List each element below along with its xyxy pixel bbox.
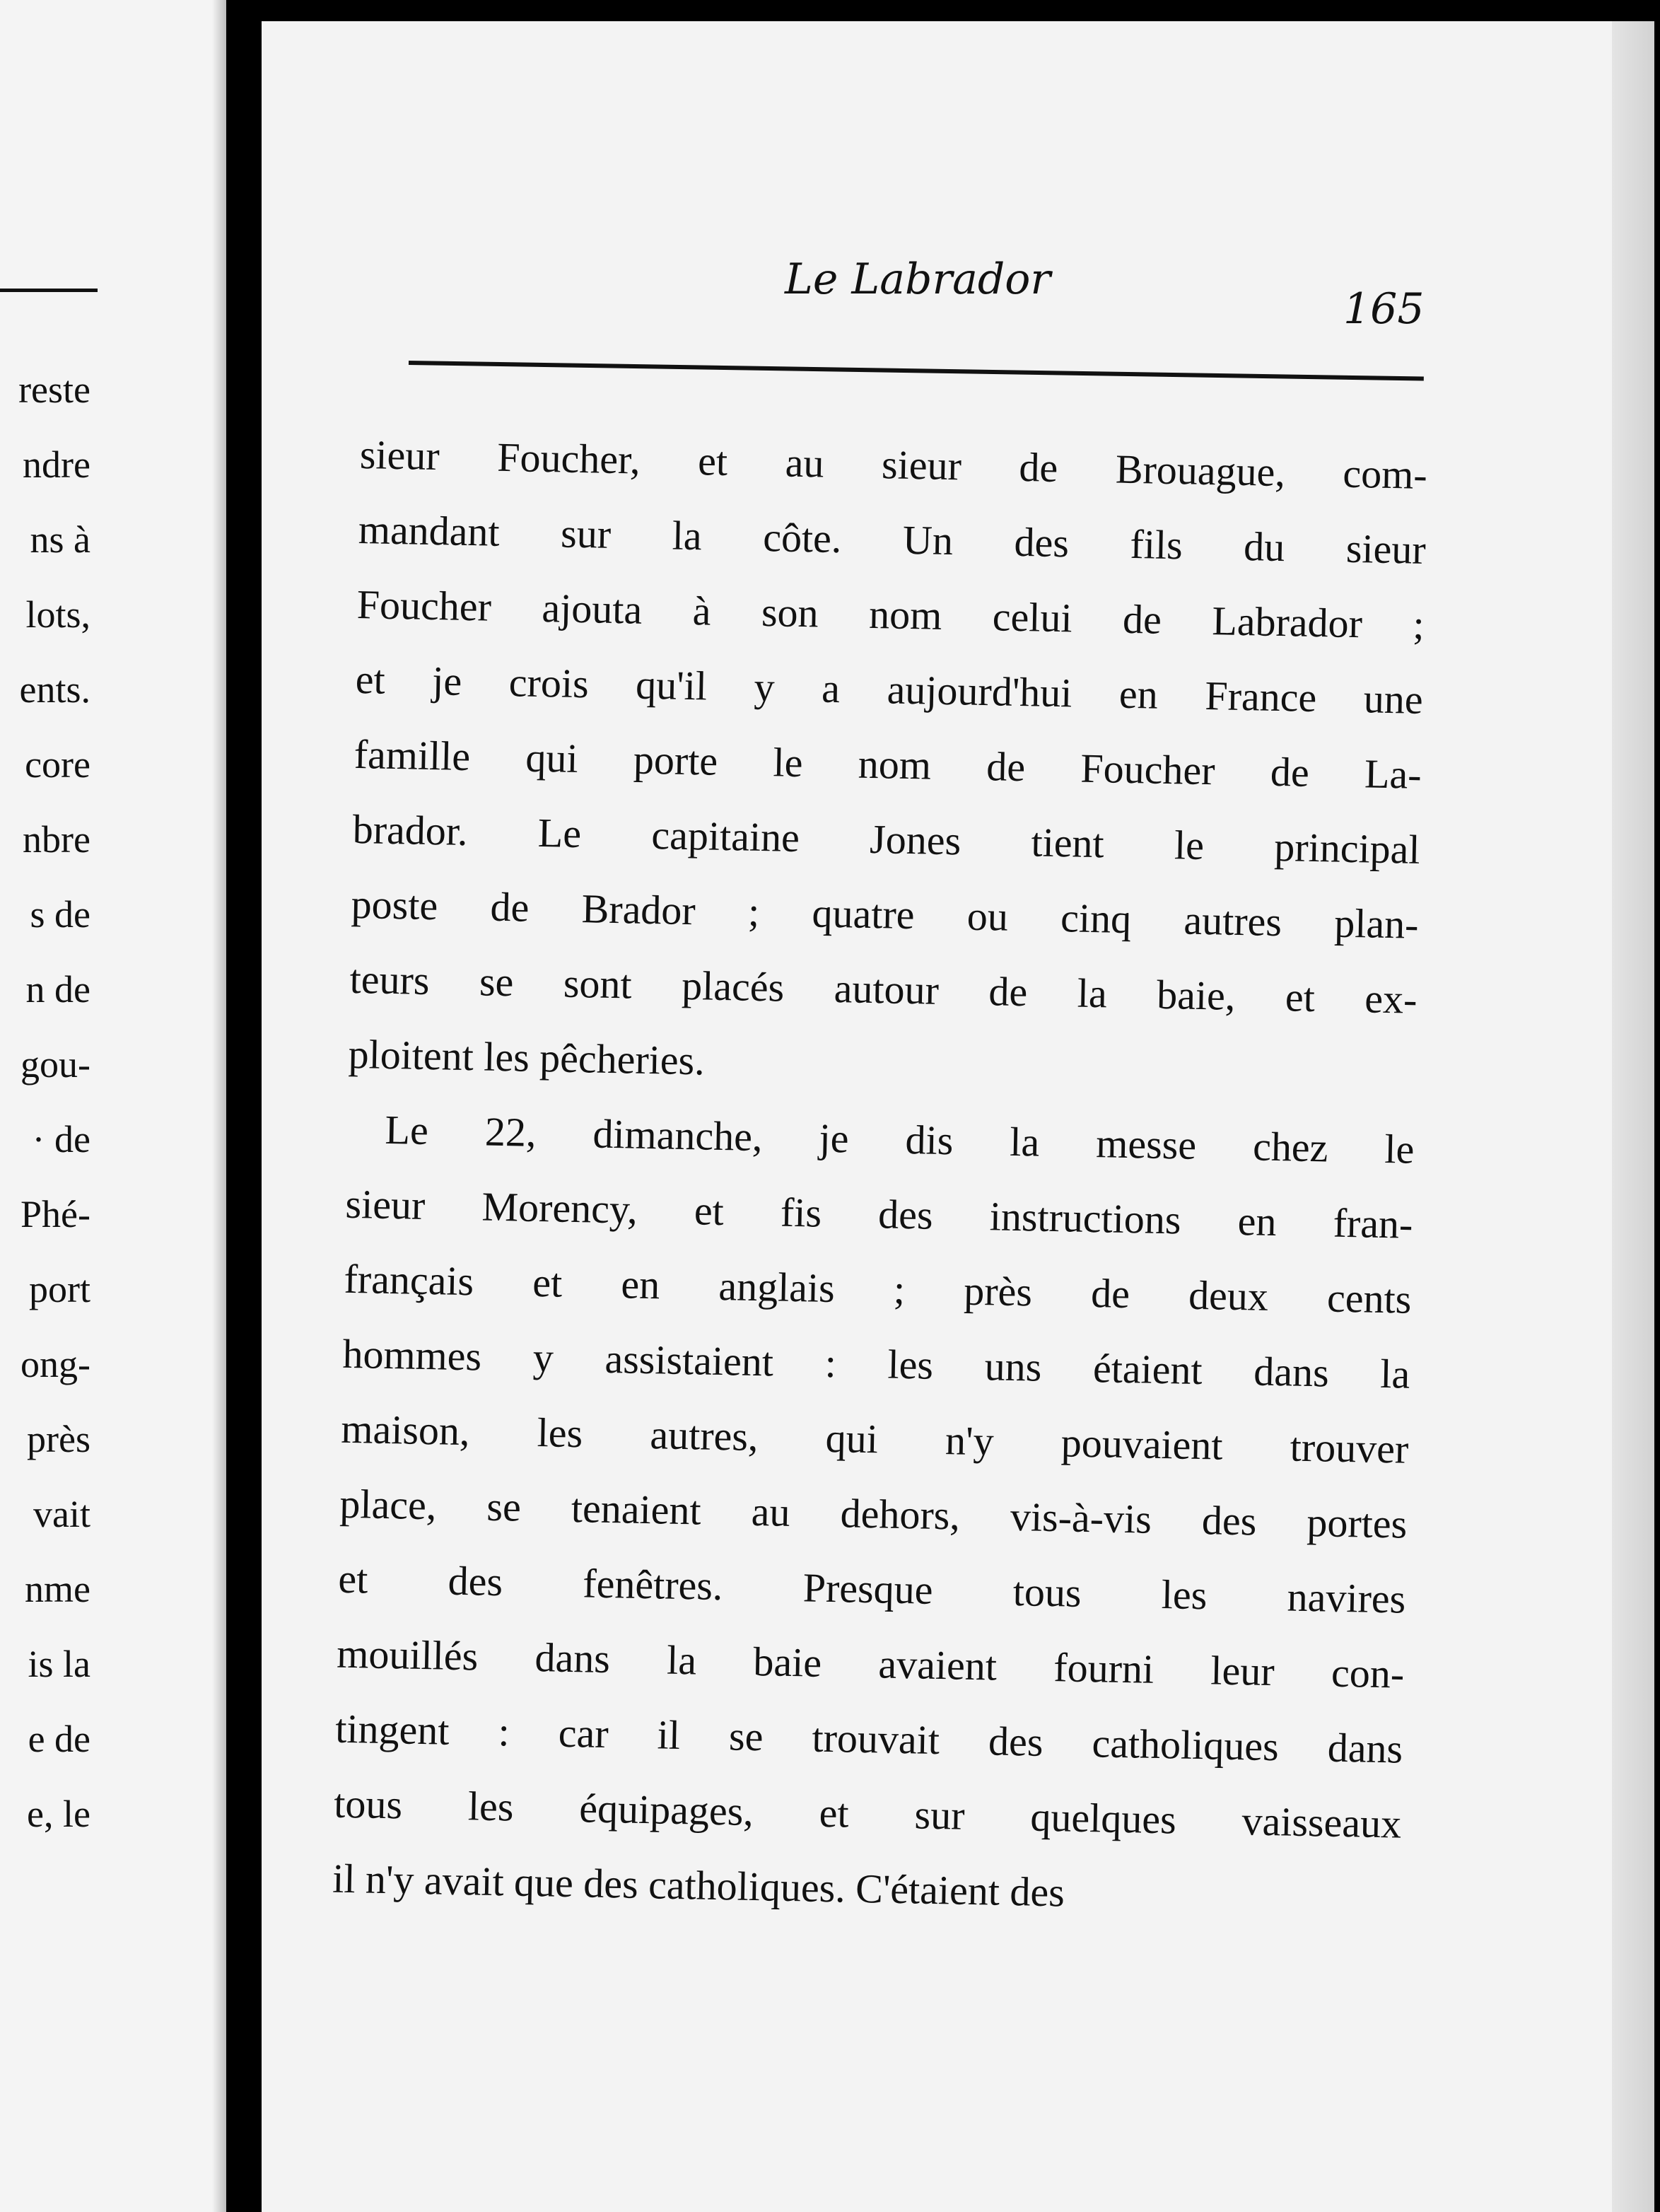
facing-page-line: ndre	[23, 443, 90, 486]
text-line: Le 22, dimanche, je dis la messe chez le	[385, 1106, 1415, 1172]
paragraph	[348, 417, 1428, 1112]
facing-page-line: gou-	[21, 1043, 90, 1085]
facing-page-line: s de	[30, 893, 90, 936]
gutter-shadow	[212, 0, 226, 2212]
text-line: et des fenêtres. Presque tous les navires	[337, 1555, 1406, 1622]
text-line: tous les équipages, et sur quelques vaisseaux	[333, 1780, 1402, 1847]
running-title: Le Labrador	[785, 255, 1051, 304]
facing-page-line: core	[25, 743, 90, 786]
facing-page-line: ns à	[30, 518, 90, 561]
facing-page-line: Phé-	[21, 1193, 90, 1235]
text-line: et je crois qu'il y a aujourd'hui en France une	[355, 656, 1424, 723]
facing-page-rule	[0, 289, 98, 292]
text-line: Foucher ajouta à son nom celui de Labrador ;	[356, 581, 1425, 648]
text-line: brador. Le capitaine Jones tient le principal	[352, 805, 1421, 873]
facing-page-text	[18, 352, 90, 1851]
facing-page-line: e de	[28, 1718, 90, 1760]
facing-page-line: près	[27, 1418, 90, 1460]
text-line: mandant sur la côte. Un des fils du sieur	[358, 506, 1427, 573]
text-line: maison, les autres, qui n'y pouvaient trouver	[340, 1405, 1409, 1472]
facing-page-line: e, le	[27, 1793, 90, 1835]
body-text	[332, 417, 1427, 1937]
text-line: hommes y assistaient : les uns étaient dans la	[341, 1330, 1410, 1397]
text-line: mouillés dans la baie avaient fourni leur con-	[336, 1630, 1405, 1697]
text-line: français et en anglais ; près de deux cents	[343, 1255, 1412, 1322]
header-rule	[409, 361, 1424, 381]
book-gutter	[226, 0, 262, 2212]
facing-page-line: reste	[18, 368, 90, 411]
facing-page-line: is la	[28, 1643, 90, 1685]
facing-page-line: port	[29, 1268, 90, 1310]
text-line: ploitent les pêcheries.	[348, 1030, 706, 1084]
facing-page-line: nme	[25, 1568, 90, 1610]
text-line: famille qui porte le nom de Foucher de La-	[353, 730, 1422, 798]
facing-page-line: ong-	[21, 1343, 90, 1385]
text-line: tingent : car il se trouvait des catholiques dans	[334, 1705, 1403, 1772]
facing-page-line: lots,	[25, 593, 90, 636]
facing-page	[0, 0, 226, 2212]
text-line: il n'y avait que des catholiques. C'étaient des	[332, 1855, 1065, 1916]
text-line: teurs se sont placés autour de la baie, et ex-	[349, 955, 1418, 1023]
text-line: poste de Brador ; quatre ou cinq autres plan-	[351, 880, 1420, 948]
page-edge	[1612, 21, 1654, 2212]
text-line: place, se tenaient au dehors, vis-à-vis des portes	[339, 1480, 1408, 1547]
facing-page-line: nbre	[23, 818, 90, 861]
facing-page-line: · de	[32, 1118, 90, 1160]
text-line: sieur Morency, et fis des instructions en fran-	[345, 1180, 1413, 1247]
main-page	[262, 21, 1654, 2212]
facing-page-line: ents.	[19, 668, 90, 711]
facing-page-line: n de	[25, 968, 90, 1011]
paragraph	[332, 1092, 1415, 1937]
facing-page-line: vait	[33, 1493, 90, 1535]
page-number: 165	[1343, 284, 1425, 334]
text-line: sieur Foucher, et au sieur de Brouague, com-	[359, 431, 1428, 498]
facing-page-text-clip	[0, 352, 90, 1908]
